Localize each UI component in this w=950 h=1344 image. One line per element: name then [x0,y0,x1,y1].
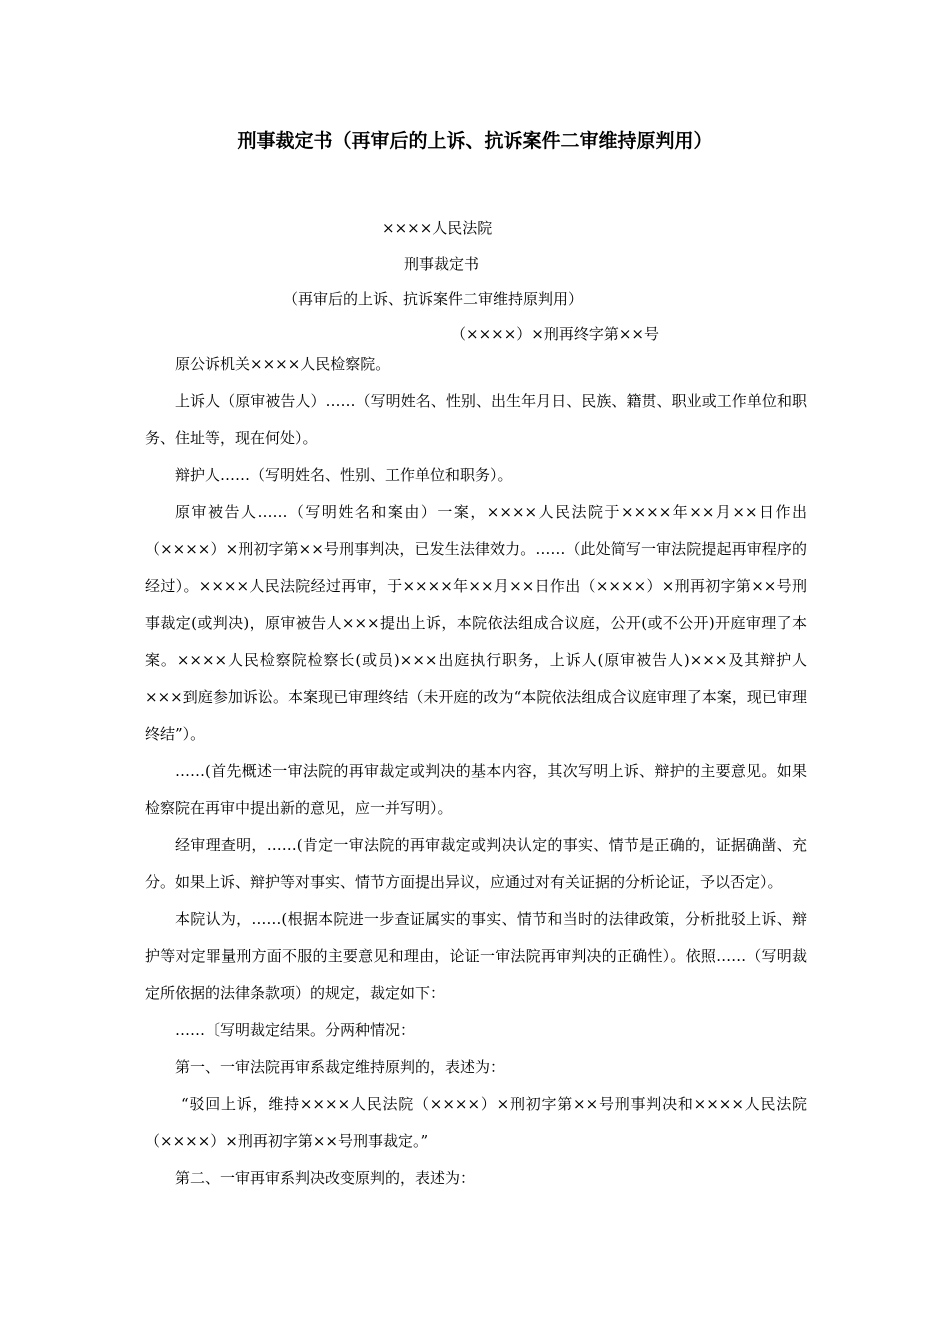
ruling-quote-paragraph: “驳回上诉，维持××××人民法院（××××）×刑初字第××号刑事判决和××××人民法院（××××）×刑再初字第××号刑事裁定。” [145,1095,807,1150]
court-opinion-paragraph: 本院认为，……(根据本院进一步查证属实的事实、情节和当时的法律政策，分析批驳上诉、辩护等对定罪量刑方面不服的主要意见和理由，论证一审法院再审判决的正确性）。依照……（写明裁定所依据的法律条款项）的规定，裁定如下： [145,910,807,1002]
ruling-case-two-paragraph: 第二、一审再审系判决改变原判的，表述为： [175,1169,476,1187]
document-body [145,346,807,1197]
prosecutor-paragraph: 原公诉机关××××人民检察院。 [175,355,391,373]
ruling-intro-paragraph: ……〔写明裁定结果。分两种情况： [175,1021,416,1039]
findings-paragraph: 经审理查明，……(肯定一审法院的再审裁定或判决认定的事实、情节是正确的，证据确凿、充分。如果上诉、辩护等对事实、情节方面提出异议，应通过对有关证据的分析论证，予以否定）。 [145,836,807,891]
defender-paragraph: 辩护人……（写明姓名、性别、工作单位和职务）。 [175,466,513,484]
case-number: （××××）×刑再终字第××号 [451,325,659,343]
document-subtitle: （再审后的上诉、抗诉案件二审维持原判用） [283,290,584,308]
case-history-paragraph: 原审被告人……（写明姓名和案由）一案，××××人民法院于××××年××月××日作出（××××）×刑初字第××号刑事判决，已发生法律效力。……（此处简写一审法院提起再审程序的经过）。××××人民法院经过再审，于××××年××月××日作出（××××）×刑再初字第××号刑事裁定(或判决)，原审被告人×××提出上诉，本院依法组成合议庭，公开(或不公开)开庭审理了本案。××××人民检察院检察长(或员)×××出庭执行职务，上诉人(原审被告人)×××及其辩护人×××到庭参加诉讼。本案现已审理终结（未开庭的改为“本院依法组成合议庭审理了本案，现已审理终结”）。 [145,503,807,743]
court-name: ××××人民法院 [382,219,493,237]
summary-paragraph: ……(首先概述一审法院的再审裁定或判决的基本内容，其次写明上诉、辩护的主要意见。如果检察院在再审中提出新的意见，应一并写明）。 [145,762,807,817]
document-type: 刑事裁定书 [404,255,480,273]
ruling-case-one-paragraph: 第一、一审法院再审系裁定维持原判的，表述为： [175,1058,506,1076]
document-title: 刑事裁定书（再审后的上诉、抗诉案件二审维持原判用） [237,130,713,152]
appellant-paragraph: 上诉人（原审被告人）……（写明姓名、性别、出生年月日、民族、籍贯、职业或工作单位和职务、住址等，现在何处）。 [145,392,807,447]
